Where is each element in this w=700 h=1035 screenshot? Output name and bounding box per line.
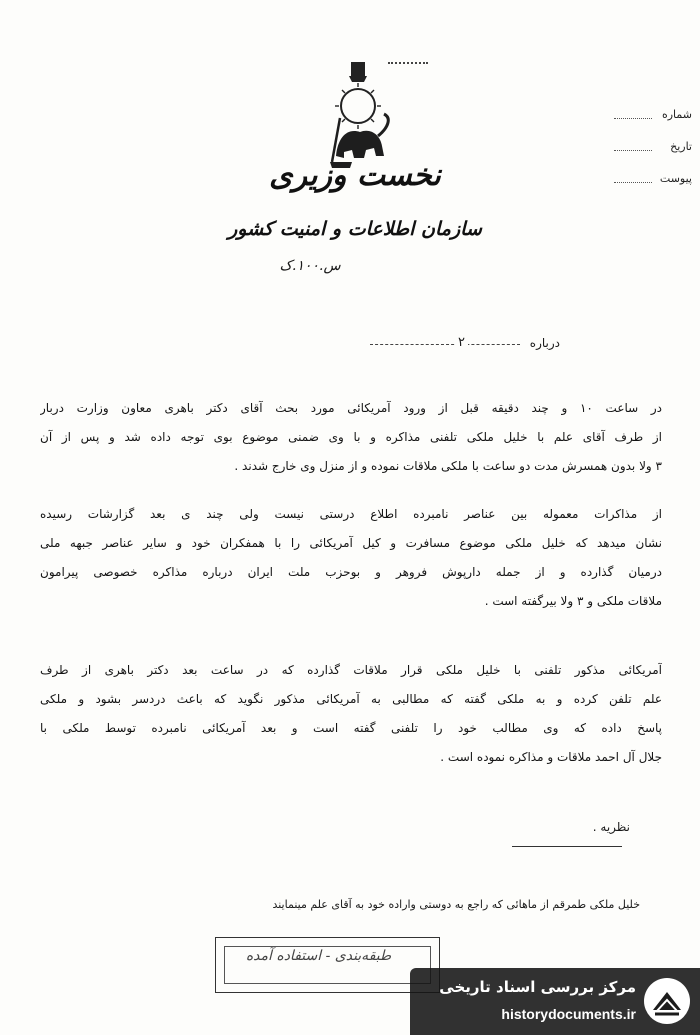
stamp-text: طبقه‌بندی - استفاده آمده	[245, 948, 392, 964]
body-paragraph-2	[40, 500, 662, 616]
header-fields	[610, 108, 700, 204]
watermark-title: مرکز بررسی اسناد تاریخی	[439, 978, 636, 996]
subject-label: درباره	[529, 336, 560, 350]
watermark-banner	[410, 968, 700, 1035]
body-line: درمیان گذارده و از جمله دارپوش فروهر و بوحزب ملت ایران درباره مذاکره خصوصی پیرامون	[40, 565, 662, 579]
body-line: پاسخ داده که وی مطالب خود را تلفنی گفته است و بعد آمریکائی نامبرده توسط ملکی با	[40, 721, 662, 735]
footnote: خلیل ملکی طمرقم از ماهائی که راجع به دوستی واراده خود به آقای علم مینمایند	[272, 898, 640, 911]
observation-rule	[512, 846, 622, 847]
observation-label: نظریه .	[592, 820, 630, 834]
field-number	[610, 108, 700, 140]
field-date	[610, 140, 700, 172]
reference-code: س.۱۰۰.ک	[279, 258, 341, 274]
subject-rule	[370, 344, 520, 345]
body-paragraph-1	[40, 394, 662, 481]
body-line: از طرف آقای علم با خلیل ملکی تلفنی مذاکره و با وی ضمنی موضوع بوی توجه داده شد و پس از آن	[40, 430, 662, 444]
body-line: علم تلفن کرده و به ملکی گفته که مطالبی به آمریکائی مذکور نگوید که باعث دردسر بشود و ملکی	[40, 692, 662, 706]
organization-subtitle: سازمان اطلاعات و امنیت کشور	[228, 218, 482, 240]
body-line: از مذاکرات معموله بین عناصر نامبرده اطلاع درستی نیست ولی چند ی بعد گزارشات رسیده	[40, 507, 662, 521]
field-date-line	[614, 150, 652, 151]
classification-stamp	[215, 937, 440, 993]
body-line: آمریکائی مذکور تلفنی با خلیل ملکی قرار ملاقات گذارده که در ساعت بعد دکتر باهری از طرف	[40, 663, 662, 677]
field-attachment-line	[614, 182, 652, 183]
body-line: در ساعت ۱۰ و چند دقیقه قبل از ورود آمریکائی مورد بحث آقای دکتر باهری معاون وزارت دربار	[40, 401, 662, 415]
body-paragraph-3	[40, 656, 662, 772]
body-line: ملاقات ملکی و ۳ ولا بیرگفته است .	[484, 594, 662, 608]
body-line: جلال آل احمد ملاقات و مذاکره نموده است .	[440, 750, 662, 764]
watermark-url: historydocuments.ir	[501, 1006, 636, 1022]
field-date-label: تاریخ	[670, 140, 692, 153]
field-attachment-label: پیوست	[659, 172, 692, 185]
subject-number: ۲	[455, 335, 468, 350]
field-attachment	[610, 172, 700, 204]
field-number-line	[614, 118, 652, 119]
body-line: نشان میدهد که خلیل ملکی موضوع مسافرت و کیل آمریکائی را با همفکران خود و سایر عناصر جبهه ملی	[40, 536, 662, 550]
book-logo-icon	[642, 976, 692, 1026]
field-number-label: شماره	[661, 108, 692, 121]
body-line: ۳ ولا بدون همسرش مدت دو ساعت با ملکی ملاقات نموده و از منزل وی خارج شدند .	[234, 459, 662, 473]
organization-title: نخست وزیری	[269, 158, 441, 193]
